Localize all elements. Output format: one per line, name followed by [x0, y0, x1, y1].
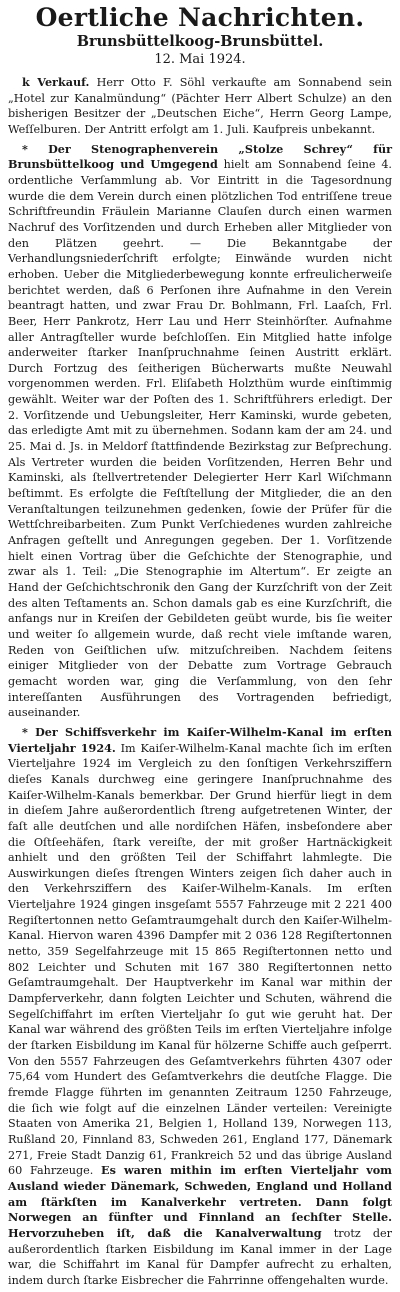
- section-title: Oertliche Nachrichten.: [35, 3, 365, 32]
- article-lead: * Der Schiffsverkehr im Kaiſer-Wilhelm-Kanal im erſten Vierteljahr 1924.: [8, 724, 392, 755]
- article-verkauf: [8, 75, 392, 138]
- article-lead: k Verkauf.: [22, 75, 90, 89]
- date-line: 12. Mai 1924.: [154, 52, 246, 67]
- article-lead: * Der Stenographenverein „Stolze Schrey“ für Brunsbüttelkoog und Umgegend: [8, 141, 392, 172]
- newspaper-page: [8, 0, 392, 1289]
- article-body: Im Kaiſer-Wilhelm-Kanal machte ſich im erſten Vierteljahre 1924 im Vergleich zu den ſonſtigen Verkehrsziffern dieſes Kanals durchweg eine geringere Inanſpruchnahme des Kaiſer-Wilhelm-Kanals bemerkbar. Der Grund hierfür liegt in dem in dieſem Jahre außerordentlich ſtreng aufgetretenen Winter, der faſt alle deutſchen und alle nordiſchen Häfen, insbeſondere aber die Oſtſeehäfen, ſtark vereiſte, der mit großer Hartnäckigkeit anhielt und den größten Teil der Schiffahrt lahmlegte. Die Auswirkungen dieſes ſtrengen Winters zeigen ſich daher auch in den Verkehrsziffern des Kaiſer-Wilhelm-Kanals. Im erſten Vierteljahre 1924 gingen insgeſamt 5557 Fahrzeuge mit 2 221 400 Regiſtertonnen netto Geſamtraumgehalt durch den Kaiſer-Wilhelm-Kanal. Hiervon waren 4396 Dampfer mit 2 036 128 Regiſtertonnen netto, 359 Segelfahrzeuge mit 15 865 Regiſtertonnen netto und 802 Leichter und Schuten mit 167 380 Regiſtertonnen netto Geſamtraumgehalt. Der Hauptverkehr im Kanal war mithin der Dampferverkehr, dann folgten Leichter und Schuten, während die Segelſchiffahrt im erſten Vierteljahr ſo gut wie geruht hat. Der Kanal war während des größten Teils im erſten Vierteljahre infolge der ſtarken Eisbildung im Kanal für hölzerne Schiffe auch geſperrt. Von den 5557 Fahrzeugen des Geſamtverkehrs führten 4307 oder 75,64 vom Hundert des Geſamtverkehrs die deutſche Flagge. Die fremde Flagge führten im genannten Zeitraum 1250 Fahrzeuge, die ſich wie folgt auf die einzelnen Länder verteilen: Vereinigte Staaten von Amerika 21, Belgien 1, Holland 139, Norwegen 113, Rußland 20, Finnland 83, Schweden 261, England 177, Dänemark 271, Freie Stadt Danzig 61, Frankreich 52 und das übrige Ausland 60 Fahrzeuge.: [8, 741, 392, 1178]
- locality-heading: Brunsbüttelkoog-Brunsbüttel.: [76, 33, 324, 50]
- article-emphasis: Es waren mithin im erſten Vierteljahr vom Ausland wieder Dänemark, Schweden, England und Holland am ſtärkſten im Kanalverkehr vertreten. Dann folgt Norwegen an fünfter und Finnland an ſechſter Stelle. Hervorzuheben iſt, daß die Kanalverwaltung: [8, 1163, 392, 1240]
- article-tail: trotz der außerordentlich ſtarken Eisbildung im Kanal immer in der Lage war, die Schiffahrt im Kanal für Dampfer aufrecht zu erhalten, indem durch ſtarke Eisbrecher die Fahrrinne offengehalten wurde.: [8, 1226, 392, 1287]
- article-schiffsverkehr: [8, 725, 392, 1289]
- article-body: hielt am Sonnabend ſeine 4. ordentliche Verſammlung ab. Vor Eintritt in die Tagesordnung wurde die dem Verein durch einen plötzlichen Tod entriſſene treue Schriftfreundin Fräulein Marianne Clauſen durch einen warmen Nachruf des Vorſitzenden und durch Erheben aller Mitglieder von den Plätzen geehrt. — Die Bekanntgabe der Verhandlungsniederſchrift erfolgte; Einwände wurden nicht erhoben. Ueber die Mitgliederbewegung konnte erfreulicherweiſe berichtet werden, daß 6 Perſonen ihre Aufnahme in den Verein beantragt hatten, und zwar Frau Dr. Bohlmann, Frl. Laaſch, Frl. Beer, Herr Pankrotz, Herr Lau und Herr Steinhörſter. Aufnahme aller Antragſteller wurde beſchloſſen. Ein Mitglied hatte infolge anderweiter ſtarker Inanſpruchnahme ſeinen Austritt erklärt. Durch Fortzug des ſeitherigen Bücherwarts mußte Neuwahl vorgenommen werden. Frl. Eliſabeth Holzthüm wurde einſtimmig gewählt. Weiter war der Poſten des 1. Schriftführers erledigt. Der 2. Vorſitzende und Uebungsleiter, Herr Kaminski, wurde gebeten, das erledigte Amt mit zu übernehmen. Sodann kam der am 24. und 25. Mai d. Js. in Meldorf ſtattfindende Bezirkstag zur Beſprechung. Als Vertreter wurden die beiden Vorſitzenden, Herren Behr und Kaminski, als ſtellvertretender Delegierter Herr Karl Wiſchmann beſtimmt. Es erfolgte die Feſtſtellung der Mitglieder, die an den Veranſtaltungen teilzunehmen gedenken, ſowie der Prüfer für die Wettſchreibarbeiten. Zum Punkt Verſchiedenes wurden zahlreiche Anfragen geſtellt und Anregungen gegeben. Der 1. Vorſitzende hielt einen Vortrag über die Geſchichte der Stenographie, und zwar als 1. Teil: „Die Stenographie im Altertum“. Er zeigte an Hand der Geſchichtschronik den Gang der Kurzſchrift von der Zeit des alten Teſtaments an. Schon damals gab es eine Kurzſchrift, die anfangs nur in Kreiſen der Gebildeten geübt wurde, bis ſie weiter und weiter ſo allgemein wurde, daß recht viele imſtande waren, Reden von Geiſtlichen uſw. mitzuſchreiben. Nachdem ſeitens einiger Mitglieder von der Debatte zum Vortrage Gebrauch gemacht worden war, ging die Verſammlung, von den ſehr intereſſanten Ausführungen des Vortragenden befriedigt, auseinander.: [8, 158, 392, 720]
- article-stenographenverein: [8, 142, 392, 721]
- article-body: Herr Otto F. Söhl verkaufte am Sonnabend sein „Hotel zur Kanalmündung“ (Pächter Herr Albert Schulze) an den bisherigen Besitzer der „Deutschen Eiche“, Herrn Georg Lampe, Weſſelburen. Der Antritt erfolgt am 1. Juli. Kaufpreis unbekannt.: [8, 76, 392, 136]
